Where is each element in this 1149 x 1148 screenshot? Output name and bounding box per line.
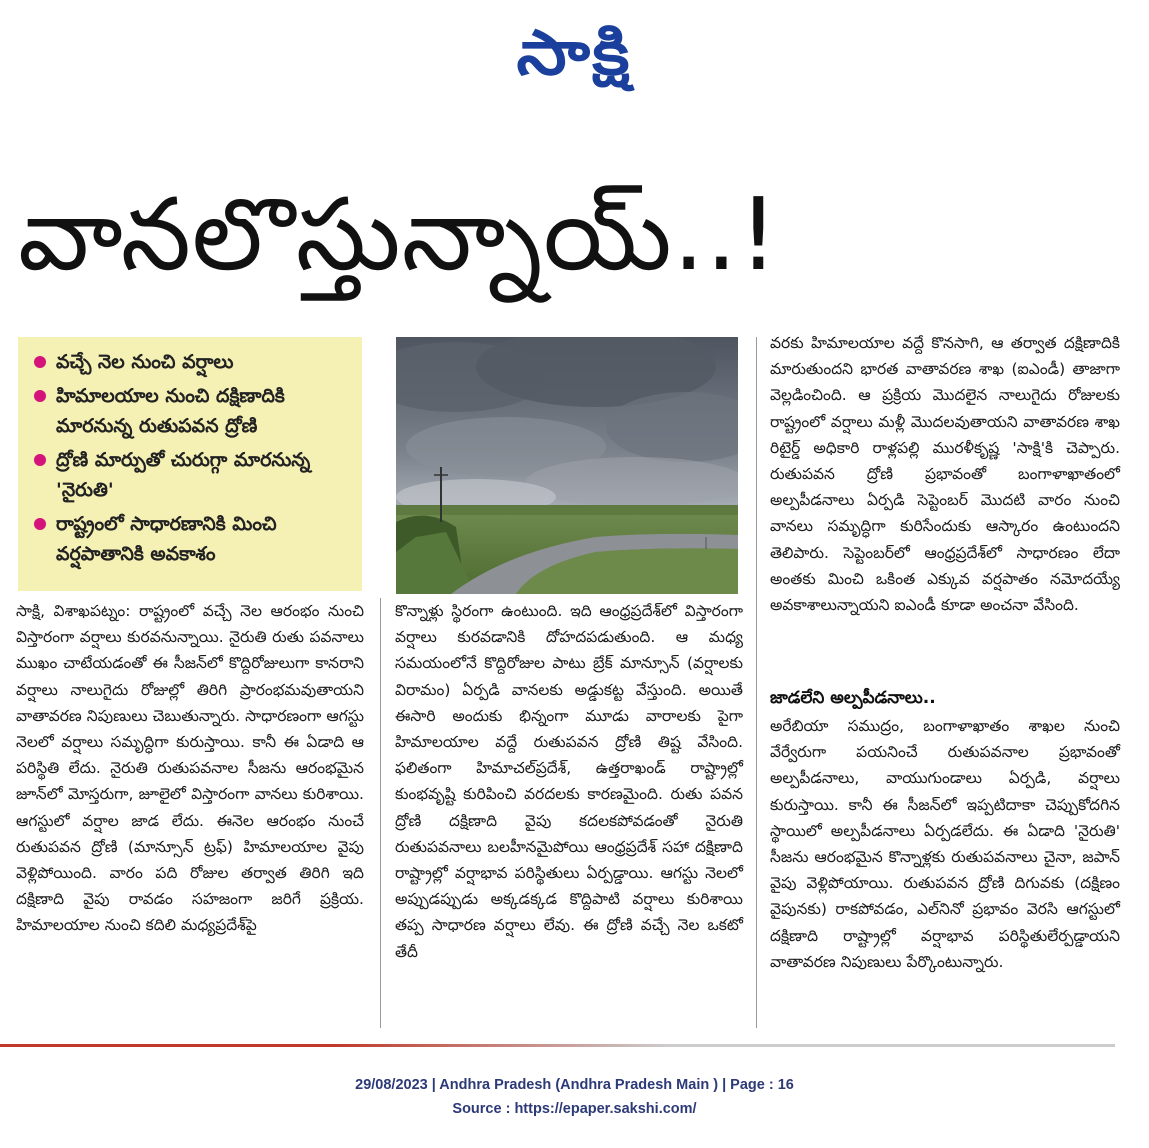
highlight-text: రాష్ట్రంలో సాధారణానికి మించి వర్షపాతానికి అవకాశం bbox=[56, 513, 277, 565]
bullet-icon bbox=[34, 454, 46, 466]
article-column-2 bbox=[395, 598, 743, 965]
highlight-text: వచ్చే నెల నుంచి వర్షాలు bbox=[56, 351, 234, 373]
highlight-item bbox=[32, 381, 352, 441]
article-headline: వానలొస్తున్నాయ్..! bbox=[18, 176, 780, 293]
cloudy-road-photo bbox=[396, 337, 738, 594]
bullet-icon bbox=[34, 356, 46, 368]
source-link[interactable]: Source : https://epaper.sakshi.com/ bbox=[452, 1101, 697, 1117]
page-bottom-rule bbox=[0, 1044, 1115, 1047]
bullet-icon bbox=[34, 390, 46, 402]
highlight-item bbox=[32, 509, 352, 569]
highlights-box bbox=[18, 337, 362, 591]
highlight-item bbox=[32, 347, 352, 377]
article-column-3-continued bbox=[770, 713, 1120, 975]
column-divider bbox=[380, 598, 381, 1028]
article-subheading: జాడలేని అల్పపీడనాలు.. bbox=[770, 688, 936, 708]
column-divider bbox=[756, 337, 757, 1028]
highlight-item bbox=[32, 445, 352, 505]
highlight-text: హిమాలయాల నుంచి దక్షిణాదికి మారనున్న రుతుపవన ద్రోణి bbox=[56, 385, 285, 437]
edition-info: 29/08/2023 | Andhra Pradesh (Andhra Pradesh Main ) | Page : 16 bbox=[355, 1077, 794, 1093]
article-paragraph: సాక్షి, విశాఖపట్నం: రాష్ట్రంలో వచ్చే నెల ఆరంభం నుంచి విస్తారంగా వర్షాలు కురవనున్నాయి. నైరుతి రుతు పవనాలు ముఖం చాటేయడంతో ఈ సీజన్‌లో కొద్దిరోజులుగా కానరాని వర్షాలు నాలుగైదు రోజుల్లో తిరిగి ప్రారంభమవుతాయని వాతావరణ నిపుణులు చెబుతున్నారు. సాధారణంగా ఆగస్టు నెలలో వర్షాలు సమృద్ధిగా కురుస్తాయి. కానీ ఈ ఏడాది ఆ పరిస్థితి లేదు. నైరుతి రుతుపవనాల సీజను ఆరంభమైన జూన్‌లో మోస్తరుగా, జూలైలో విస్తారంగా వానలు కురిశాయి. ఆగస్టులో వర్షాల జాడ లేదు. ఈనెల ఆరంభం నుంచే రుతుపవన ద్రోణి (మాన్సూన్ ట్రఫ్) హిమాలయాల వైపు వెళ్లిపోయింది. వారం పది రోజుల తర్వాత తిరిగి ఇది దక్షిణాది వైపు రావడం సహజంగా జరిగే ప్రక్రియ. హిమాలయాల నుంచి కదిలి మధ్యప్రదేశ్‌పై bbox=[16, 602, 364, 935]
article-paragraph: కొన్నాళ్లు స్థిరంగా ఉంటుంది. ఇది ఆంధ్రప్రదేశ్‌లో విస్తారంగా వర్షాలు కురవడానికి దోహదపడుతుంది. ఆ మధ్య సమయంలోనే కొద్దిరోజుల పాటు బ్రేక్ మాన్సూన్ (వర్షాలకు విరామం) ఏర్పడి వానలకు అడ్డుకట్ట వేస్తుంది. అయితే ఈసారి అందుకు భిన్నంగా మూడు వారాలకు పైగా హిమాలయాల వద్దే రుతుపవన ద్రోణి తిష్ట వేసింది. ఫలితంగా హిమాచల్‌ప్రదేశ్, ఉత్తరాఖండ్ రాష్ట్రాల్లో కుంభవృష్టి కురిపించి వరదలకు కారణమైంది. రుతు పవన ద్రోణి దక్షిణాది వైపు కదలకపోవడంతో నైరుతి రుతుపవనాలు బలహీనమైపోయి ఆంధ్రప్రదేశ్ సహా దక్షిణాది రాష్ట్రాల్లో వర్షాభావ పరిస్థితులు ఏర్పడ్డాయి. ఆగస్టు నెలలో అప్పుడప్పుడు అక్కడక్కడ కొద్దిపాటి వర్షాలు కురిశాయి తప్ప సాధారణ వర్షాలు లేవు. ఈ ద్రోణి వచ్చే నెల ఒకటో తేదీ bbox=[395, 602, 743, 961]
article-column-1 bbox=[16, 598, 364, 939]
bullet-icon bbox=[34, 518, 46, 530]
article-paragraph: వరకు హిమాలయాల వద్దే కొనసాగి, ఆ తర్వాత దక్షిణాదికి మారుతుందని భారత వాతావరణ శాఖ (ఐఎండీ) తాజాగా వెల్లడించింది. ఆ ప్రక్రియ మొదలైన నాలుగైదు రోజులకు రాష్ట్రంలో వర్షాలు మళ్లీ మొదలవుతాయని వాతావరణ శాఖ రిటైర్డ్ అధికారి రాళ్లపల్లి మురళీకృష్ణ 'సాక్షి'కి చెప్పారు. రుతుపవన ద్రోణి ప్రభావంతో బంగాళాఖాతంలో అల్పపీడనాలు ఏర్పడి సెప్టెంబర్ మొదటి వారం నుంచి వానలు సమృద్ధిగా కురిసేందుకు ఆస్కారం ఉంటుందని తెలిపారు. సెప్టెంబర్‌లో ఆంధ్రప్రదేశ్‌లో సాధారణం లేదా అంతకు మించి ఒకింత ఎక్కువ వర్షపాతం నమోదయ్యే అవకాశాలున్నాయని ఐఎండీ కూడా అంచనా వేసింది. bbox=[770, 334, 1120, 615]
sakshi-logo: సాక్షి bbox=[516, 16, 633, 89]
highlight-text: ద్రోణి మార్పుతో చురుగ్గా మారనున్న 'నైరుతి' bbox=[56, 449, 311, 501]
masthead bbox=[0, 8, 1149, 98]
article-column-3 bbox=[770, 330, 1120, 618]
article-paragraph: అరేబియా సముద్రం, బంగాళాఖాతం శాఖల నుంచి వేర్వేరుగా పయనించే రుతుపవనాల ప్రభావంతో అల్పపీడనాలు, వాయుగుండాలు ఏర్పడి, వర్షాలు కురుస్తాయి. కానీ ఈ సీజన్‌లో ఇప్పటిదాకా చెప్పుకోదగిన స్థాయిలో అల్పపీడనాలు ఏర్పడలేదు. ఈ ఏడాది 'నైరుతి' సీజను ఆరంభమైన కొన్నాళ్లకు రుతుపవనాలు చైనా, జపాన్ వైపు వెళ్లిపోయాయి. రుతుపవన ద్రోణి దిగువకు (దక్షిణం వైపునకు) రాకపోవడం, ఎల్‌నినో ప్రభావం వెరసి ఆగస్టులో దక్షిణాది రాష్ట్రాల్లో వర్షాభావ పరిస్థితులేర్పడ్డాయని వాతావరణ నిపుణులు పేర్కొంటున్నారు. bbox=[770, 717, 1120, 971]
